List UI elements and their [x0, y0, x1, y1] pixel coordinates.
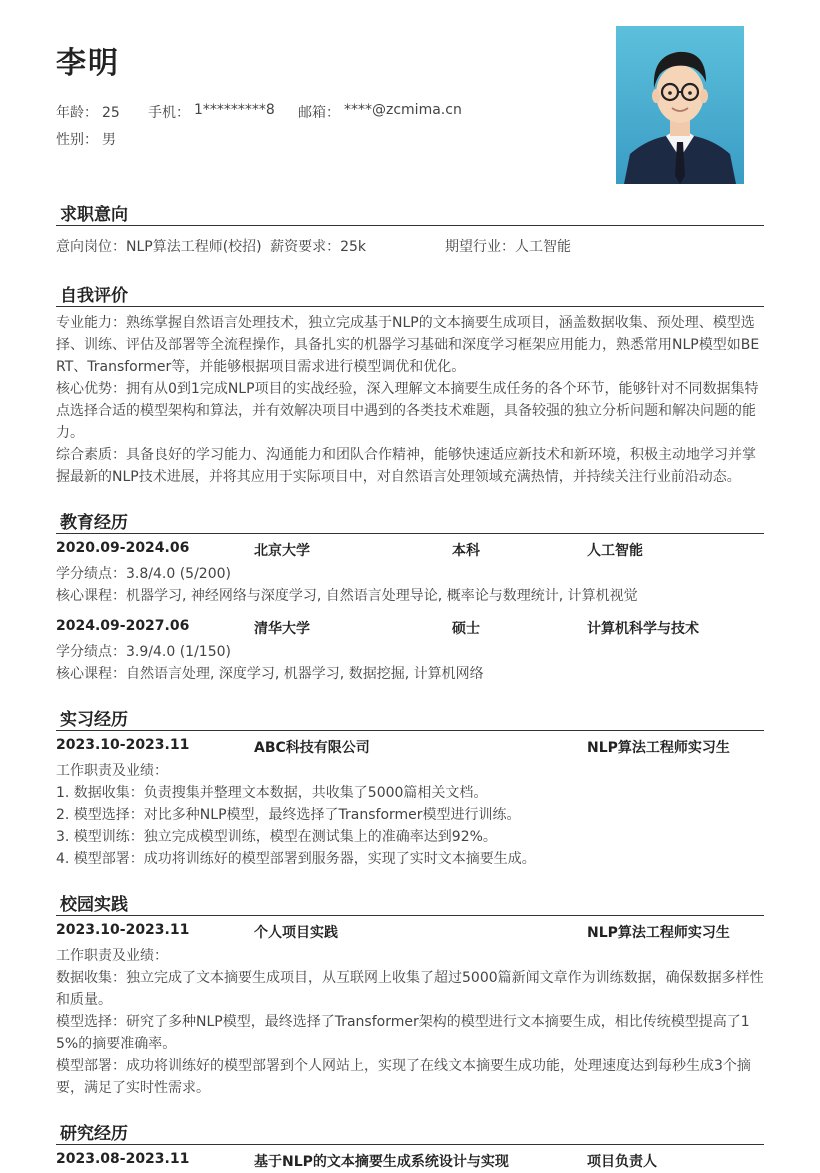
campus-line: 模型选择：研究了多种NLP模型，最终选择了Transformer架构的模型进行文本摘要生成，相比传统模型提高了1: [56, 1014, 750, 1030]
basic-info-row: [56, 102, 462, 122]
salary-value: 25k: [340, 239, 367, 255]
education-entry-header: [56, 540, 764, 562]
section-title-campus: 校园实践: [60, 895, 128, 915]
section-title-internship: 实习经历: [60, 710, 128, 730]
salary-label: 薪资要求：: [270, 239, 341, 255]
section-title-education: 教育经历: [60, 513, 128, 533]
campus-role: NLP算法工程师实习生: [587, 925, 730, 941]
section-title-self-eval: 自我评价: [60, 286, 128, 306]
campus-line: 工作职责及业绩：: [56, 948, 168, 964]
education-gpa: 学分绩点：3.8/4.0 (5/200): [56, 566, 231, 582]
self-eval-line: 核心优势：拥有从0到1完成NLP项目的实战经验，深入理解文本摘要生成任务的各个环节，能够针对不同数据集特: [56, 381, 759, 397]
campus-line: 要，满足了实时性需求。: [56, 1080, 210, 1096]
email-label: 邮箱：: [298, 105, 340, 121]
campus-line: 模型部署：成功将训练好的模型部署到个人网站上，实现了在线文本摘要生成功能，处理速度达到每秒生成3个摘: [56, 1058, 751, 1074]
campus-project: 个人项目实践: [254, 925, 338, 941]
gender-row: [56, 129, 116, 149]
self-eval-line: 力。: [56, 425, 84, 441]
campus-line: 数据收集：独立完成了文本摘要生成项目，从互联网上收集了超过5000篇新闻文章作为训练数据，确保数据多样性: [56, 970, 764, 986]
internship-line: 工作职责及业绩：: [56, 763, 168, 779]
internship-line: 2. 模型选择：对比多种NLP模型，最终选择了Transformer模型进行训练。: [56, 807, 521, 823]
internship-line: 1. 数据收集：负责搜集并整理文本数据，共收集了5000篇相关文档。: [56, 785, 488, 801]
research-header: [56, 1151, 764, 1173]
education-gpa: 学分绩点：3.9/4.0 (1/150): [56, 644, 231, 660]
section-divider: [56, 730, 764, 731]
internship-header: [56, 737, 764, 759]
education-school: 北京大学: [254, 543, 310, 559]
self-eval-line: 点选择合适的模型架构和算法，并有效解决项目中遇到的各类技术难题，具备较强的独立分析问题和解决问题的能: [56, 403, 756, 419]
industry-label: 期望行业：: [445, 239, 515, 255]
internship-company: ABC科技有限公司: [254, 740, 370, 756]
industry-value: 人工智能: [515, 239, 571, 255]
campus-header: [56, 922, 764, 944]
self-eval-line: 握最新的NLP技术进展，并将其应用于实际项目中，对自然语言处理领域充满热情，并持续关注行业前沿动态。: [56, 469, 741, 485]
internship-line: 3. 模型训练：独立完成模型训练，模型在测试集上的准确率达到92%。: [56, 829, 497, 845]
age-label: 年龄：: [56, 105, 98, 121]
section-divider: [56, 915, 764, 916]
self-eval-line: 择、训练、评估及部署等全流程操作，具备扎实的机器学习基础和深度学习框架应用能力，熟悉常用NLP模型如BE: [56, 337, 760, 353]
phone-label: 手机：: [148, 105, 190, 121]
internship-role: NLP算法工程师实习生: [587, 740, 730, 756]
education-courses: 核心课程：自然语言处理, 深度学习, 机器学习, 数据挖掘, 计算机网络: [56, 666, 484, 682]
education-degree: 硕士: [452, 621, 480, 637]
portrait-illustration: [616, 26, 744, 184]
self-eval-line: 专业能力：熟练掌握自然语言处理技术，独立完成基于NLP的文本摘要生成项目，涵盖数据收集、预处理、模型选: [56, 315, 755, 331]
age-value: 25: [102, 105, 120, 121]
section-title-research: 研究经历: [60, 1124, 128, 1144]
education-period: 2024.09-2027.06: [56, 618, 190, 634]
self-eval-line: 综合素质：具备良好的学习能力、沟通能力和团队合作精神，能够快速适应新技术和新环境，积极主动地学习并掌: [56, 447, 756, 463]
education-school: 清华大学: [254, 621, 310, 637]
research-project: 基于NLP的文本摘要生成系统设计与实现: [254, 1154, 509, 1170]
section-divider: [56, 533, 764, 534]
section-title-job-intent: 求职意向: [60, 205, 128, 225]
job-intent-row: [56, 236, 764, 258]
education-period: 2020.09-2024.06: [56, 540, 190, 556]
section-divider: [56, 225, 764, 226]
research-period: 2023.08-2023.11: [56, 1151, 190, 1167]
position-value: NLP算法工程师(校招): [126, 239, 262, 255]
self-eval-line: RT、Transformer等，并能够根据项目需求进行模型调优和优化。: [56, 359, 466, 375]
profile-photo: [616, 26, 744, 184]
section-divider: [56, 306, 764, 307]
education-courses: 核心课程：机器学习, 神经网络与深度学习, 自然语言处理导论, 概率论与数理统计, 计算机视觉: [56, 588, 638, 604]
phone-value: 1*********8: [194, 102, 275, 118]
education-entry-header: [56, 618, 764, 640]
internship-period: 2023.10-2023.11: [56, 737, 190, 753]
campus-line: 和质量。: [56, 992, 112, 1008]
education-major: 人工智能: [587, 543, 643, 559]
campus-line: 5%的摘要准确率。: [56, 1036, 177, 1052]
research-role: 项目负责人: [587, 1154, 657, 1170]
education-major: 计算机科学与技术: [587, 621, 699, 637]
position-label: 意向岗位：: [56, 239, 126, 255]
section-divider: [56, 1144, 764, 1145]
internship-line: 4. 模型部署：成功将训练好的模型部署到服务器，实现了实时文本摘要生成。: [56, 851, 536, 867]
email-value: ****@zcmima.cn: [344, 102, 462, 118]
gender-value: 男: [102, 132, 116, 148]
candidate-name: 李明: [56, 46, 120, 81]
education-degree: 本科: [452, 543, 480, 559]
campus-period: 2023.10-2023.11: [56, 922, 190, 938]
gender-label: 性别：: [56, 132, 98, 148]
